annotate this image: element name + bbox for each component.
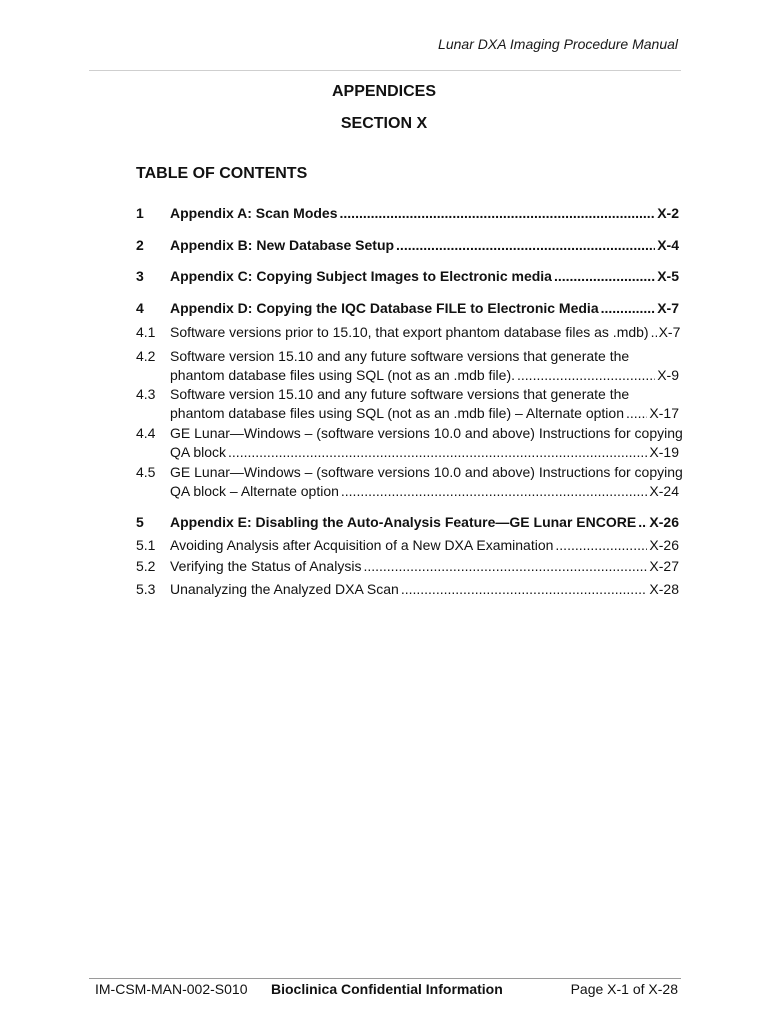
toc-entry-title: Appendix A: Scan Modes	[170, 205, 338, 221]
toc-entry-title: Unanalyzing the Analyzed DXA Scan	[170, 581, 399, 597]
toc-page-ref: X-7	[657, 300, 679, 316]
toc-entry-body	[170, 463, 683, 501]
toc-entry-line	[170, 267, 679, 286]
toc-entry-title: Appendix D: Copying the IQC Database FILE to Electronic Media	[170, 300, 599, 316]
toc-entry-title: Appendix E: Disabling the Auto-Analysis Feature—GE Lunar ENCORE	[170, 514, 637, 530]
toc-entry-title: Software version 15.10 and any future software versions that generate the	[170, 386, 630, 402]
toc-entry-line	[170, 513, 679, 532]
toc-entry-title: Avoiding Analysis after Acquisition of a New DXA Examination	[170, 537, 554, 553]
toc-dot-leader	[340, 204, 656, 223]
toc-entry-line	[170, 204, 679, 223]
toc-entry-number: 5	[136, 514, 144, 530]
toc-page-ref: X-19	[649, 444, 679, 460]
toc-dot-leader	[651, 323, 657, 342]
toc-entry-body	[170, 513, 679, 532]
toc-entry-title: Appendix C: Copying Subject Images to Electronic media	[170, 268, 552, 284]
toc-page-ref: X-9	[657, 367, 679, 383]
toc-entry-body	[170, 347, 679, 385]
toc-dot-leader	[341, 482, 648, 501]
toc-dot-leader	[401, 580, 648, 599]
toc-dot-leader	[363, 557, 647, 576]
toc-entry-number: 4.1	[136, 324, 156, 340]
section-title: SECTION X	[340, 115, 428, 132]
toc-page-ref: X-4	[657, 237, 679, 253]
toc-entry-body	[170, 323, 679, 342]
toc-page-ref: X-17	[649, 405, 679, 421]
toc-entry-number: 4.5	[136, 464, 156, 480]
footer-confidential: Bioclinica Confidential Information	[271, 981, 503, 997]
toc-entry-body	[170, 236, 679, 255]
toc-entry-line	[170, 536, 679, 555]
toc-page-ref: X-2	[657, 205, 679, 221]
toc-entry-title: phantom database files using SQL (not as an .mdb file) – Alternate option	[170, 405, 624, 421]
toc-entry-line	[170, 557, 679, 576]
footer-doc-id: IM-CSM-MAN-002-S010	[95, 981, 248, 997]
toc-entry-number: 4.2	[136, 348, 156, 364]
toc-page-ref: X-7	[658, 324, 681, 340]
toc-dot-leader	[638, 513, 647, 532]
toc-heading: TABLE OF CONTENTS	[136, 165, 308, 182]
toc-entry-body	[170, 424, 683, 462]
toc-dot-leader	[601, 299, 656, 318]
toc-dot-leader	[228, 443, 647, 462]
toc-entry-line	[170, 482, 679, 501]
toc-entry-title: GE Lunar—Windows – (software versions 10.0 and above) Instructions for copying	[170, 425, 683, 441]
toc-entry-body	[170, 299, 679, 318]
toc-entry-title: phantom database files using SQL (not as an .mdb file).	[170, 367, 516, 383]
toc-entry-title: QA block	[170, 444, 227, 460]
page-title: APPENDICES	[331, 83, 437, 100]
footer-page-number: Page X-1 of X-28	[570, 981, 678, 997]
toc-entry-number: 5.1	[136, 537, 156, 553]
toc-dot-leader	[554, 267, 655, 286]
toc-entry-line	[170, 424, 683, 443]
toc-entry-title: GE Lunar—Windows – (software versions 10.0 and above) Instructions for copying	[170, 464, 683, 480]
toc-entry-number: 1	[136, 205, 144, 221]
toc-entry-body	[170, 536, 679, 555]
toc-entry-number: 4.3	[136, 386, 156, 402]
toc-entry-title: Software version 15.10 and any future software versions that generate the	[170, 348, 630, 364]
running-header: Lunar DXA Imaging Procedure Manual	[438, 36, 678, 52]
toc-entry-number: 4.4	[136, 425, 156, 441]
toc-entry-line	[170, 404, 679, 423]
toc-entry-body	[170, 385, 679, 423]
footer-divider	[89, 978, 681, 979]
toc-entry-number: 2	[136, 237, 144, 253]
toc-entry-line	[170, 463, 683, 482]
toc-entry-line	[170, 347, 679, 366]
toc-page-ref: X-28	[649, 581, 679, 597]
toc-dot-leader	[396, 236, 655, 255]
toc-entry-line	[170, 443, 679, 462]
toc-entry-number: 5.2	[136, 558, 156, 574]
toc-entry-title: Verifying the Status of Analysis	[170, 558, 362, 574]
toc-entry-body	[170, 204, 679, 223]
toc-entry-body	[170, 557, 679, 576]
toc-entry-line	[170, 323, 679, 342]
toc-page-ref: X-5	[657, 268, 679, 284]
toc-page-ref: X-26	[649, 514, 679, 530]
toc-entry-title: Software versions prior to 15.10, that export phantom database files as .mdb)	[170, 324, 649, 340]
toc-page-ref: X-24	[649, 483, 679, 499]
toc-entry-title: QA block – Alternate option	[170, 483, 339, 499]
toc-page-ref: X-26	[649, 537, 679, 553]
toc-dot-leader	[517, 366, 655, 385]
toc-dot-leader	[626, 404, 647, 423]
toc-entry-line	[170, 366, 679, 385]
toc-entry-number: 3	[136, 268, 144, 284]
toc-entry-line	[170, 580, 679, 599]
toc-entry-number: 5.3	[136, 581, 156, 597]
toc-entry-title: Appendix B: New Database Setup	[170, 237, 395, 253]
toc-entry-line	[170, 385, 679, 404]
header-divider	[89, 70, 681, 71]
toc-entry-body	[170, 267, 679, 286]
toc-entry-body	[170, 580, 679, 599]
toc-entry-line	[170, 236, 679, 255]
toc-entry-line	[170, 299, 679, 318]
toc-dot-leader	[555, 536, 647, 555]
toc-page-ref: X-27	[649, 558, 679, 574]
toc-entry-number: 4	[136, 300, 144, 316]
